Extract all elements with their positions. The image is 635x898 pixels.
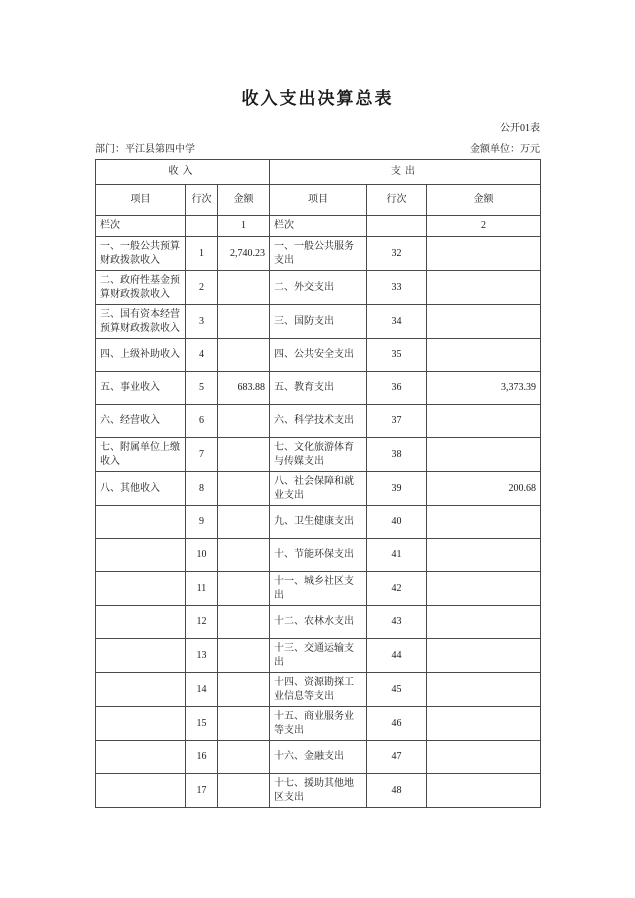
income-item-cell <box>96 707 186 741</box>
income-amount-cell <box>218 639 270 673</box>
income-column-index: 1 <box>218 216 270 237</box>
expense-line-cell: 39 <box>367 472 427 506</box>
table-row <box>96 305 541 339</box>
expense-section-header: 支出 <box>270 160 541 185</box>
expense-amount-cell <box>427 405 541 438</box>
income-amount-cell <box>218 506 270 539</box>
expense-amount-cell <box>427 271 541 305</box>
income-item-cell: 四、上级补助收入 <box>96 339 186 372</box>
income-line-cell: 4 <box>186 339 218 372</box>
expense-amount-cell <box>427 305 541 339</box>
income-amount-header: 金额 <box>218 185 270 216</box>
income-amount-cell <box>218 572 270 606</box>
income-item-cell <box>96 506 186 539</box>
expense-item-cell: 六、科学技术支出 <box>270 405 367 438</box>
department-label: 部门：平江县第四中学 <box>95 144 195 155</box>
income-item-cell: 三、国有资本经营预算财政拨款收入 <box>96 305 186 339</box>
expense-amount-cell <box>427 237 541 271</box>
table-row <box>96 472 541 506</box>
expense-item-cell: 十、节能环保支出 <box>270 539 367 572</box>
income-line-cell: 5 <box>186 372 218 405</box>
expense-item-cell: 十七、援助其他地区支出 <box>270 774 367 808</box>
expense-line-header: 行次 <box>367 185 427 216</box>
expense-item-cell: 十六、金融支出 <box>270 741 367 774</box>
expense-line-cell: 37 <box>367 405 427 438</box>
expense-amount-cell <box>427 506 541 539</box>
income-item-cell <box>96 741 186 774</box>
expense-item-cell: 十一、城乡社区支出 <box>270 572 367 606</box>
expense-line-cell: 48 <box>367 774 427 808</box>
income-amount-cell <box>218 741 270 774</box>
expense-amount-cell <box>427 673 541 707</box>
expense-amount-cell <box>427 539 541 572</box>
expense-amount-cell <box>427 707 541 741</box>
income-line-cell: 1 <box>186 237 218 271</box>
column-index-row <box>96 216 541 237</box>
income-item-cell: 七、附属单位上缴收入 <box>96 438 186 472</box>
table-row <box>96 606 541 639</box>
income-item-cell <box>96 673 186 707</box>
table-row <box>96 774 541 808</box>
expense-line-cell: 32 <box>367 237 427 271</box>
expense-line-cell: 44 <box>367 639 427 673</box>
table-row <box>96 372 541 405</box>
expense-line-cell: 45 <box>367 673 427 707</box>
income-line-cell: 15 <box>186 707 218 741</box>
expense-line-cell: 42 <box>367 572 427 606</box>
expense-line-index-cell <box>367 216 427 237</box>
income-line-cell: 6 <box>186 405 218 438</box>
column-header-row <box>96 185 541 216</box>
table-row <box>96 237 541 271</box>
table-row <box>96 506 541 539</box>
income-line-cell: 11 <box>186 572 218 606</box>
table-row <box>96 741 541 774</box>
expense-item-cell: 十三、交通运输支出 <box>270 639 367 673</box>
expense-index-label: 栏次 <box>270 216 367 237</box>
expense-amount-cell: 200.68 <box>427 472 541 506</box>
table-body <box>96 237 541 808</box>
summary-table <box>95 159 541 808</box>
income-item-cell <box>96 639 186 673</box>
meta-row <box>95 140 540 155</box>
income-line-cell: 17 <box>186 774 218 808</box>
table-row <box>96 405 541 438</box>
expense-line-cell: 38 <box>367 438 427 472</box>
expense-item-cell: 八、社会保障和就业支出 <box>270 472 367 506</box>
unit-label: 金额单位：万元 <box>470 144 540 155</box>
income-line-cell: 14 <box>186 673 218 707</box>
income-item-cell: 一、一般公共预算财政拨款收入 <box>96 237 186 271</box>
income-amount-cell <box>218 707 270 741</box>
expense-amount-cell <box>427 741 541 774</box>
expense-item-cell: 五、教育支出 <box>270 372 367 405</box>
expense-amount-cell <box>427 639 541 673</box>
income-line-cell: 7 <box>186 438 218 472</box>
expense-item-cell: 二、外交支出 <box>270 271 367 305</box>
income-amount-cell <box>218 539 270 572</box>
income-item-cell <box>96 774 186 808</box>
income-item-cell <box>96 572 186 606</box>
table-row <box>96 639 541 673</box>
income-line-cell: 3 <box>186 305 218 339</box>
expense-amount-cell <box>427 606 541 639</box>
income-line-header: 行次 <box>186 185 218 216</box>
expense-item-header: 项目 <box>270 185 367 216</box>
expense-item-cell: 十四、资源勘探工业信息等支出 <box>270 673 367 707</box>
table-row <box>96 271 541 305</box>
income-amount-cell <box>218 305 270 339</box>
income-amount-cell <box>218 438 270 472</box>
income-item-cell: 二、政府性基金预算财政拨款收入 <box>96 271 186 305</box>
table-row <box>96 539 541 572</box>
expense-item-cell: 三、国防支出 <box>270 305 367 339</box>
expense-amount-cell <box>427 339 541 372</box>
expense-line-cell: 36 <box>367 372 427 405</box>
table-row <box>96 438 541 472</box>
income-line-cell: 10 <box>186 539 218 572</box>
income-item-cell <box>96 539 186 572</box>
table-row <box>96 673 541 707</box>
table-row <box>96 707 541 741</box>
form-code: 公开01表 <box>500 123 540 134</box>
income-line-cell: 16 <box>186 741 218 774</box>
income-line-cell: 8 <box>186 472 218 506</box>
income-item-header: 项目 <box>96 185 186 216</box>
expense-line-cell: 41 <box>367 539 427 572</box>
expense-line-cell: 47 <box>367 741 427 774</box>
income-line-cell: 9 <box>186 506 218 539</box>
income-line-cell: 12 <box>186 606 218 639</box>
income-amount-cell: 683.88 <box>218 372 270 405</box>
expense-line-cell: 46 <box>367 707 427 741</box>
expense-column-index: 2 <box>427 216 541 237</box>
income-amount-cell <box>218 472 270 506</box>
income-item-cell <box>96 606 186 639</box>
income-amount-cell <box>218 339 270 372</box>
expense-line-cell: 34 <box>367 305 427 339</box>
expense-amount-cell <box>427 774 541 808</box>
expense-amount-cell: 3,373.39 <box>427 372 541 405</box>
income-amount-cell <box>218 673 270 707</box>
expense-item-cell: 一、一般公共服务支出 <box>270 237 367 271</box>
income-amount-cell <box>218 405 270 438</box>
income-section-header: 收入 <box>96 160 270 185</box>
section-header-row <box>96 160 541 185</box>
expense-item-cell: 十二、农林水支出 <box>270 606 367 639</box>
expense-line-cell: 35 <box>367 339 427 372</box>
income-index-label: 栏次 <box>96 216 186 237</box>
income-line-index-cell <box>186 216 218 237</box>
income-amount-cell <box>218 606 270 639</box>
page-title: 收入支出决算总表 <box>241 89 394 108</box>
expense-amount-cell <box>427 438 541 472</box>
expense-item-cell: 七、文化旅游体育与传媒支出 <box>270 438 367 472</box>
table-row <box>96 339 541 372</box>
expense-line-cell: 43 <box>367 606 427 639</box>
income-item-cell: 八、其他收入 <box>96 472 186 506</box>
expense-amount-cell <box>427 572 541 606</box>
income-line-cell: 2 <box>186 271 218 305</box>
expense-amount-header: 金额 <box>427 185 541 216</box>
income-amount-cell <box>218 774 270 808</box>
income-item-cell: 六、经营收入 <box>96 405 186 438</box>
income-line-cell: 13 <box>186 639 218 673</box>
expense-line-cell: 40 <box>367 506 427 539</box>
expense-item-cell: 九、卫生健康支出 <box>270 506 367 539</box>
income-amount-cell: 2,740.23 <box>218 237 270 271</box>
income-item-cell: 五、事业收入 <box>96 372 186 405</box>
table-row <box>96 572 541 606</box>
expense-item-cell: 四、公共安全支出 <box>270 339 367 372</box>
expense-line-cell: 33 <box>367 271 427 305</box>
income-amount-cell <box>218 271 270 305</box>
expense-item-cell: 十五、商业服务业等支出 <box>270 707 367 741</box>
